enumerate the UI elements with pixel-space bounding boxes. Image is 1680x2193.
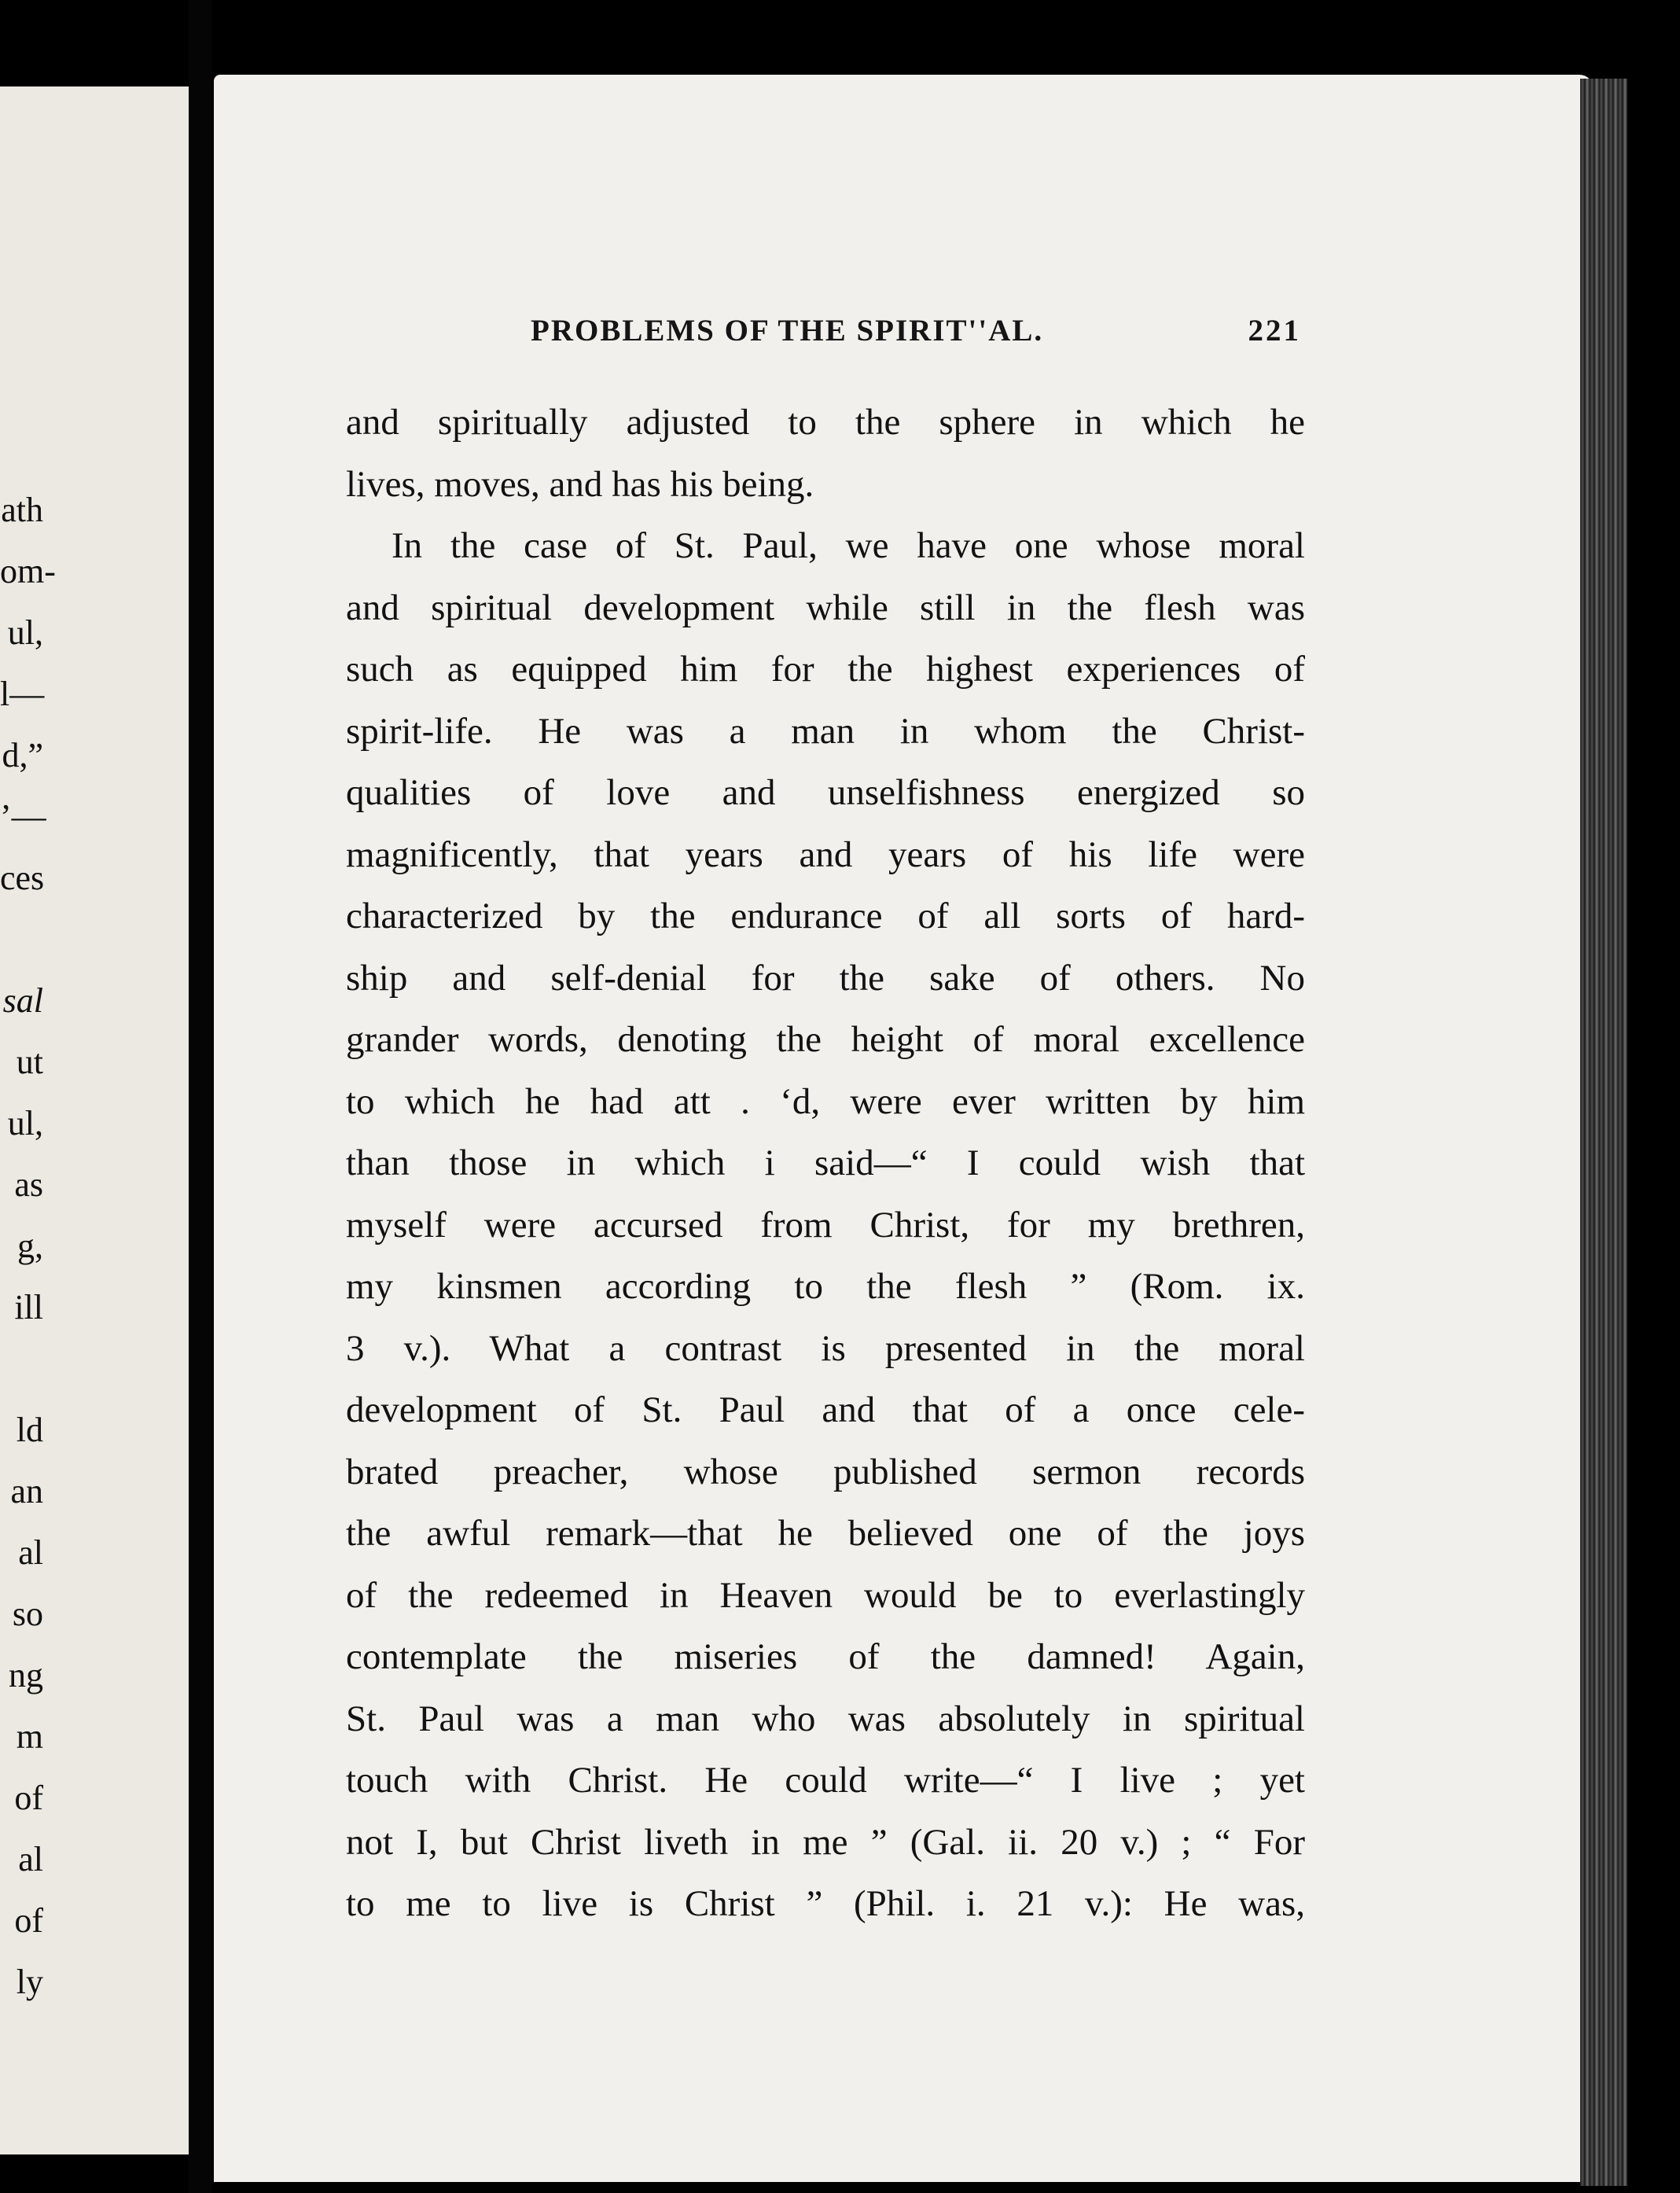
left-page-line: ’— (0, 797, 46, 836)
left-page-line: g, (17, 1227, 43, 1265)
text-line: ship and self-denial for the sake of others. No (346, 957, 1305, 999)
running-header (531, 313, 1301, 360)
running-title: PROBLEMS OF THE SPIRIT''AL. (531, 314, 1044, 348)
left-page-line: al (18, 1533, 43, 1572)
text-line: lives, moves, and has his being. (346, 463, 814, 505)
left-page-line: ces (0, 859, 45, 897)
left-page-line: ill (14, 1288, 43, 1326)
text-line: to which he had att . ‘d, were ever written by him (346, 1080, 1305, 1122)
left-page-text (0, 480, 189, 2013)
text-line: characterized by the endurance of all sorts of hard- (346, 896, 1305, 936)
left-page (0, 86, 189, 2154)
left-page-line: ly (16, 1963, 43, 2001)
text-line: touch with Christ. He could write—“ I live ; yet (346, 1760, 1305, 1801)
text-line: spirit-life. He was a man in whom the Christ- (346, 710, 1305, 752)
text-line: of the redeemed in Heaven would be to everlastingly (346, 1574, 1305, 1616)
page-number: 221 (1248, 314, 1301, 348)
left-page-line: of (14, 1779, 43, 1817)
text-line: myself were accursed from Christ, for my brethren, (346, 1204, 1305, 1246)
book-gutter (189, 0, 212, 2193)
left-page-line: ul, (7, 1104, 43, 1142)
body-text (346, 392, 1305, 1935)
page-edges (1580, 79, 1627, 2186)
text-line: and spiritually adjusted to the sphere in which he (346, 402, 1305, 443)
text-line: qualities of love and unselfishness energized so (346, 772, 1305, 813)
text-line: my kinsmen according to the flesh ” (Rom. ix. (346, 1266, 1305, 1307)
left-page-line: ld (16, 1411, 43, 1449)
text-line: In the case of St. Paul, we have one whose moral (392, 525, 1305, 566)
text-line: not I, but Christ liveth in me ” (Gal. ii. 20 v.) ; “ For (346, 1821, 1305, 1863)
left-page-line: ng (9, 1656, 43, 1694)
left-page-line: d,” (2, 736, 43, 775)
left-page-line: of (14, 1901, 43, 1940)
left-page-line: l— (0, 675, 45, 713)
text-line: the awful remark—that he believed one of the joys (346, 1513, 1305, 1554)
left-page-line: om- (0, 552, 56, 591)
text-line: contemplate the miseries of the damned! Again, (346, 1636, 1305, 1677)
left-page-line: an (10, 1472, 43, 1510)
text-line: and spiritual development while still in the flesh was (346, 587, 1305, 628)
text-line: grander words, denoting the height of moral excellence (346, 1019, 1305, 1060)
left-page-line: so (12, 1595, 43, 1633)
left-page-line (0, 909, 189, 970)
left-page-line: al (18, 1840, 43, 1878)
text-line: than those in which i said—“ I could wish that (346, 1142, 1305, 1183)
left-page-line: sal (2, 981, 43, 1020)
text-line: to me to live is Christ ” (Phil. i. 21 v.): He was, (346, 1883, 1305, 1924)
left-page-line: ul, (7, 613, 43, 652)
text-line: such as equipped him for the highest experiences of (346, 649, 1305, 690)
left-page-line: ut (16, 1043, 43, 1081)
text-line: magnificently, that years and years of his life were (346, 833, 1305, 875)
left-page-line: m (16, 1717, 43, 1756)
text-line: development of St. Paul and that of a once cele- (346, 1389, 1305, 1430)
left-page-line (0, 1338, 189, 1400)
text-line: 3 v.). What a contrast is presented in the moral (346, 1327, 1305, 1369)
left-page-line: ath (1, 491, 43, 529)
text-line: St. Paul was a man who was absolutely in spiritual (346, 1698, 1305, 1739)
left-page-line: as (14, 1165, 43, 1204)
text-line: brated preacher, whose published sermon records (346, 1451, 1305, 1492)
